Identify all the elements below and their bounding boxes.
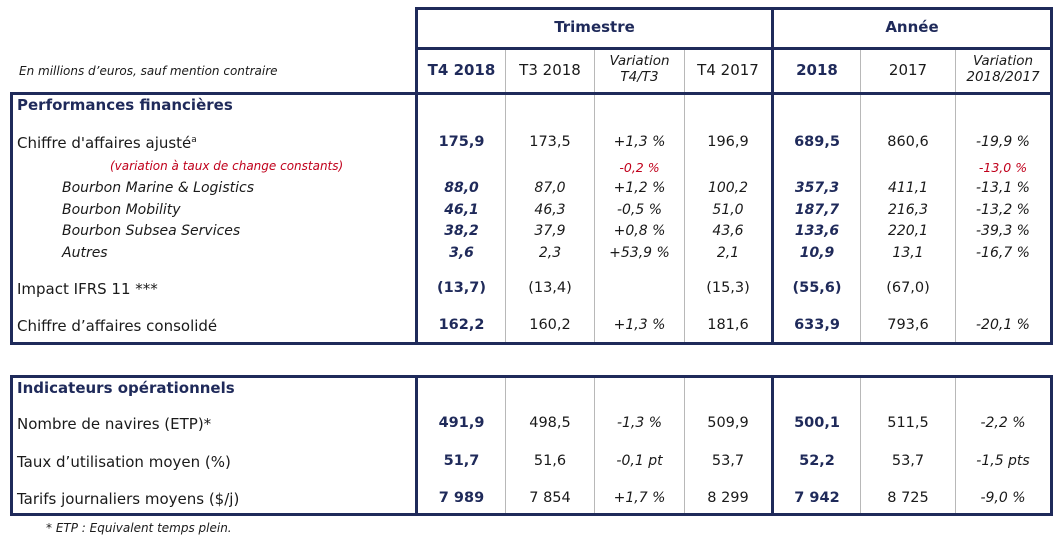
table-cell: 133,6	[794, 223, 840, 239]
column-header-4: T4 2017	[697, 61, 759, 79]
table-cell: -13,0 %	[978, 160, 1028, 175]
table-cell: 196,9	[707, 134, 749, 150]
section1-frame-right	[1050, 92, 1053, 345]
table-cell: -13,1 %	[976, 180, 1030, 196]
table-cell: 51,0	[712, 202, 744, 218]
table-cell: (55,6)	[792, 280, 842, 296]
section2-frame-top	[10, 375, 1053, 378]
row-label: Bourbon Marine & Logistics	[62, 180, 254, 196]
table-cell: (13,7)	[436, 280, 487, 296]
row-label: Chiffre d’affaires consolidé	[17, 317, 218, 335]
column-header-3: Variation T4/T3	[609, 53, 670, 85]
table-cell: +1,7 %	[613, 490, 666, 506]
table-cell: 175,9	[438, 134, 485, 150]
table-cell: 7 989	[438, 490, 485, 506]
table-cell: 411,1	[887, 180, 929, 196]
section2-frame-bottom	[10, 513, 1053, 516]
group-header-quarter: Trimestre	[554, 18, 635, 36]
table-cell: -16,7 %	[976, 245, 1030, 261]
table-cell: 491,9	[438, 415, 485, 431]
footnote-marker: a	[191, 135, 197, 145]
table-cell: 357,3	[794, 180, 840, 196]
section2-title: Indicateurs opérationnels	[17, 379, 235, 397]
section1-frame-col-quarter	[415, 92, 418, 345]
table-cell: -39,3 %	[976, 223, 1030, 239]
table-cell: -0,5 %	[616, 202, 663, 218]
group-header-year: Année	[885, 18, 939, 36]
table-cell: 498,5	[529, 415, 571, 431]
table-cell: 160,2	[529, 317, 571, 333]
table-cell: 2,1	[716, 245, 740, 261]
table-cell: 633,9	[794, 317, 840, 333]
header-frame-top	[415, 7, 1053, 10]
table-cell: 7 854	[529, 490, 571, 506]
table-cell: 46,3	[534, 202, 566, 218]
section1-colsep-5	[860, 95, 861, 342]
table-cell: 43,6	[712, 223, 744, 239]
table-cell: 689,5	[794, 134, 840, 150]
table-cell: -19,9 %	[976, 134, 1030, 150]
row-label: Bourbon Mobility	[62, 202, 181, 218]
row-label: Bourbon Subsea Services	[62, 223, 241, 239]
row-label: Autres	[62, 245, 108, 261]
section1-title: Performances financières	[17, 96, 233, 114]
table-cell: 860,6	[887, 134, 929, 150]
table-cell: 187,7	[794, 202, 840, 218]
section1-frame-col-year	[771, 92, 774, 345]
table-cell: +1,3 %	[613, 317, 666, 333]
section2-frame-left	[10, 375, 13, 516]
section1-colsep-2	[594, 95, 595, 342]
table-cell: 793,6	[887, 317, 929, 333]
table-cell: -0,2 %	[619, 160, 660, 175]
column-header-5: 2018	[796, 61, 838, 79]
table-cell: -13,2 %	[976, 202, 1030, 218]
table-cell: 10,9	[799, 245, 835, 261]
table-cell: 181,6	[707, 317, 749, 333]
table-cell: 216,3	[887, 202, 929, 218]
table-cell: 51,6	[533, 453, 567, 469]
table-cell: 8 299	[707, 490, 749, 506]
column-header-6: 2017	[888, 61, 928, 79]
section1-colsep-1	[505, 95, 506, 342]
table-cell: 51,7	[443, 453, 480, 469]
table-cell: 13,1	[892, 245, 924, 261]
table-cell: 500,1	[794, 415, 840, 431]
table-cell: 38,2	[444, 223, 479, 239]
column-header-1: T4 2018	[427, 61, 496, 79]
section1-colsep-6	[955, 95, 956, 342]
row-label: Taux d’utilisation moyen (%)	[17, 453, 231, 471]
table-cell: 3,6	[449, 245, 474, 261]
table-cell: +0,8 %	[613, 223, 666, 239]
table-cell: -20,1 %	[976, 317, 1030, 333]
footnote: * ETP : Equivalent temps plein.	[46, 521, 232, 535]
units-note: En millions d’euros, sauf mention contraire	[19, 64, 278, 78]
column-header-2: T3 2018	[519, 61, 581, 79]
row-label: Nombre de navires (ETP)*	[17, 415, 212, 433]
table-cell: 88,0	[444, 180, 479, 196]
table-cell: 37,9	[534, 223, 566, 239]
row-label: Chiffre d'affaires ajusté$^a$	[17, 134, 197, 152]
table-cell: 100,2	[707, 180, 749, 196]
table-cell: 7 942	[794, 490, 840, 506]
column-header-7: Variation 2018/2017	[966, 53, 1040, 85]
table-cell: 46,1	[444, 202, 479, 218]
table-cell: 53,7	[711, 453, 745, 469]
row-label: Tarifs journaliers moyens ($/j)	[17, 490, 240, 508]
table-cell: -1,3 %	[616, 415, 663, 431]
table-cell: 511,5	[887, 415, 929, 431]
table-cell: 87,0	[534, 180, 566, 196]
section1-frame-left	[10, 92, 13, 345]
table-cell: 8 725	[887, 490, 929, 506]
section1-colsep-3	[684, 95, 685, 342]
table-cell: (15,3)	[706, 280, 750, 296]
row-label: (variation à taux de change constants)	[110, 159, 344, 173]
table-cell: -1,5 pts	[976, 453, 1030, 469]
table-cell: (67,0)	[886, 280, 930, 296]
section2-frame-right	[1050, 375, 1053, 516]
table-cell: 2,3	[538, 245, 562, 261]
table-cell: +53,9 %	[609, 245, 670, 261]
table-cell: 162,2	[438, 317, 485, 333]
table-cell: -2,2 %	[980, 415, 1026, 431]
table-cell: 53,7	[891, 453, 925, 469]
table-cell: (13,4)	[528, 280, 572, 296]
table-cell: 220,1	[887, 223, 929, 239]
section1-frame-top	[10, 92, 1053, 95]
table-cell: 173,5	[529, 134, 571, 150]
header-frame-divider	[415, 47, 1053, 50]
table-cell: -0,1 pt	[616, 453, 663, 469]
section1-frame-bottom	[10, 342, 1053, 345]
table-cell: +1,2 %	[613, 180, 666, 196]
table-cell: 52,2	[799, 453, 835, 469]
table-cell: -9,0 %	[980, 490, 1026, 506]
header-frame-right	[1050, 7, 1053, 93]
table-cell: 509,9	[707, 415, 749, 431]
row-label: Impact IFRS 11 ***	[17, 280, 158, 298]
table-cell: +1,3 %	[613, 134, 666, 150]
